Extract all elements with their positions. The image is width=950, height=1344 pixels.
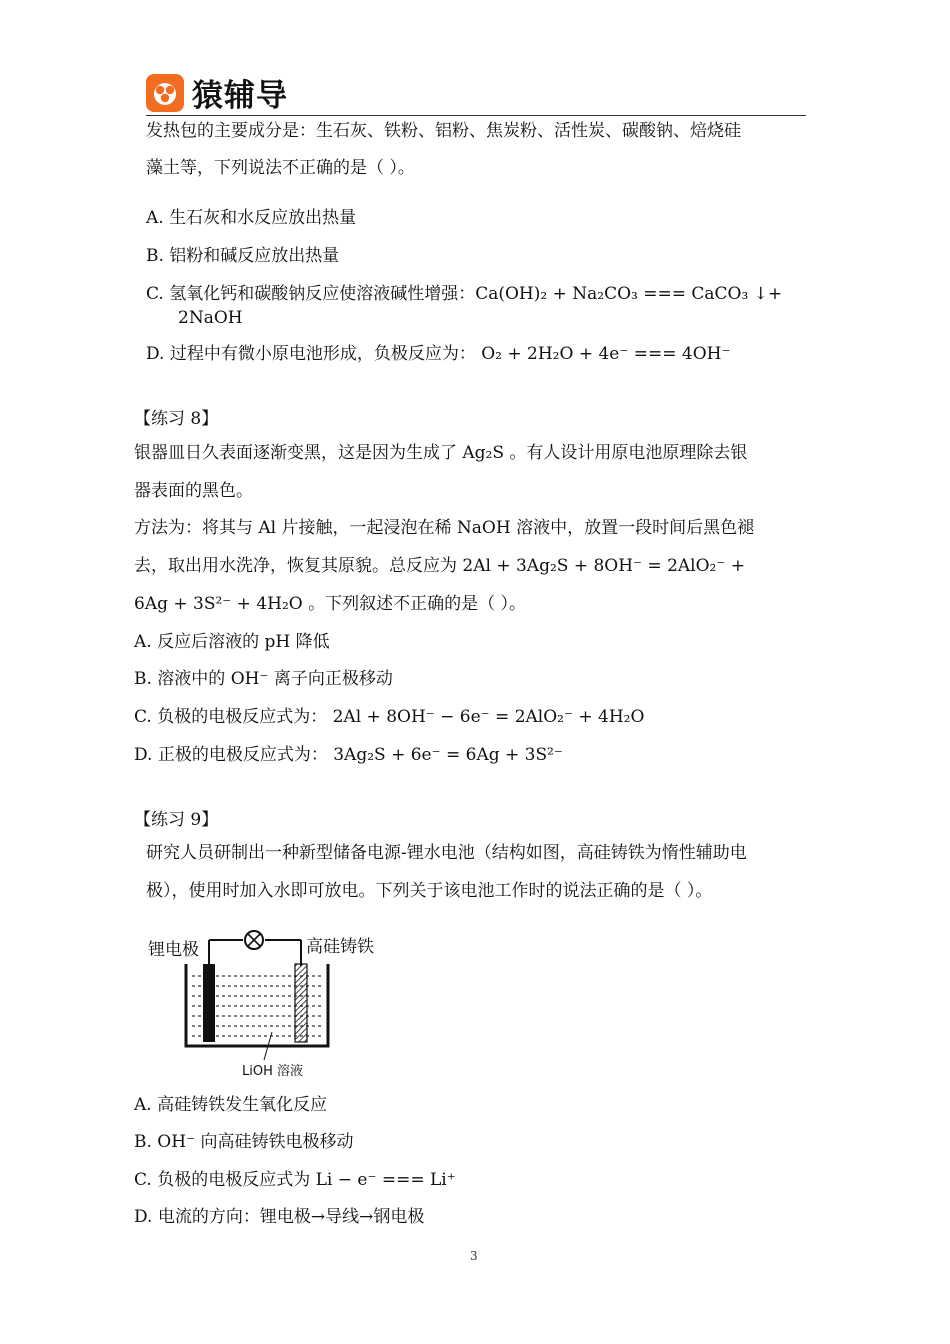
q9-option-a: A. 高硅铸铁发生氧化反应	[134, 1095, 328, 1115]
q8-line-1: 银器皿日久表面逐渐变黑，这是因为生成了 Ag₂S 。有人设计用原电池原理除去银	[134, 443, 748, 463]
q8-option-c: C. 负极的电极反应式为： 2Al + 8OH⁻ − 6e⁻ = 2AlO₂⁻ + 4H₂O	[134, 707, 645, 727]
solution-label: LiOH 溶液	[242, 1064, 303, 1079]
battery-diagram-svg	[146, 928, 386, 1083]
q8-heading: 【练习 8】	[134, 409, 219, 429]
brand-logo	[146, 70, 288, 115]
q7-option-c: C. 氢氧化钙和碳酸钠反应使溶液碱性增强：Ca(OH)₂ + Na₂CO₃ === CaCO₃ ↓+	[146, 284, 783, 304]
right-electrode-label: 高硅铸铁	[306, 937, 374, 957]
q7-stem-line-2: 藻土等，下列说法不正确的是（ ）。	[146, 158, 415, 178]
logo-text: 猿辅导	[192, 78, 288, 114]
q9-option-d: D. 电流的方向：锂电极→导线→钢电极	[134, 1207, 425, 1227]
battery-diagram	[146, 928, 386, 1087]
q7-stem-line-1: 发热包的主要成分是：生石灰、铁粉、铝粉、焦炭粉、活性炭、碳酸钠、焙烧硅	[146, 121, 741, 141]
q8-option-b: B. 溶液中的 OH⁻ 离子向正极移动	[134, 669, 393, 689]
q7-option-c-continuation: 2NaOH	[178, 308, 243, 328]
q8-line-5: 6Ag + 3S²⁻ + 4H₂O 。下列叙述不正确的是（ ）。	[134, 594, 527, 614]
q8-option-a: A. 反应后溶液的 pH 降低	[134, 632, 330, 652]
lithium-electrode	[203, 964, 215, 1042]
cast-iron-electrode	[295, 964, 307, 1042]
q9-line-2: 极），使用时加入水即可放电。下列关于该电池工作时的说法正确的是（ ）。	[146, 881, 713, 901]
q7-option-a: A. 生石灰和水反应放出热量	[146, 208, 357, 228]
q9-option-c: C. 负极的电极反应式为 Li − e⁻ === Li⁺	[134, 1170, 456, 1190]
q9-option-b: B. OH⁻ 向高硅铸铁电极移动	[134, 1132, 354, 1152]
q8-line-2: 器表面的黑色。	[134, 481, 253, 501]
left-electrode-label: 锂电极	[148, 940, 199, 960]
page-number: 3	[470, 1249, 478, 1263]
q9-line-1: 研究人员研制出一种新型储备电源-锂水电池（结构如图，高硅铸铁为惰性辅助电	[146, 843, 747, 863]
q8-line-3: 方法为：将其与 Al 片接触，一起浸泡在稀 NaOH 溶液中，放置一段时间后黑色褪	[134, 518, 755, 538]
q8-option-d: D. 正极的电极反应式为： 3Ag₂S + 6e⁻ = 6Ag + 3S²⁻	[134, 745, 563, 765]
bulb-icon	[245, 931, 263, 949]
q9-heading: 【练习 9】	[134, 810, 219, 830]
q7-option-d: D. 过程中有微小原电池形成，负极反应为： O₂ + 2H₂O + 4e⁻ === 4OH⁻	[146, 344, 731, 364]
q8-line-4: 去，取出用水洗净，恢复其原貌。总反应为 2Al + 3Ag₂S + 8OH⁻ = 2AlO₂⁻ +	[134, 556, 745, 576]
q7-option-b: B. 铝粉和碱反应放出热量	[146, 246, 340, 266]
header-rule	[146, 115, 806, 116]
logo-mark-icon	[146, 74, 184, 112]
